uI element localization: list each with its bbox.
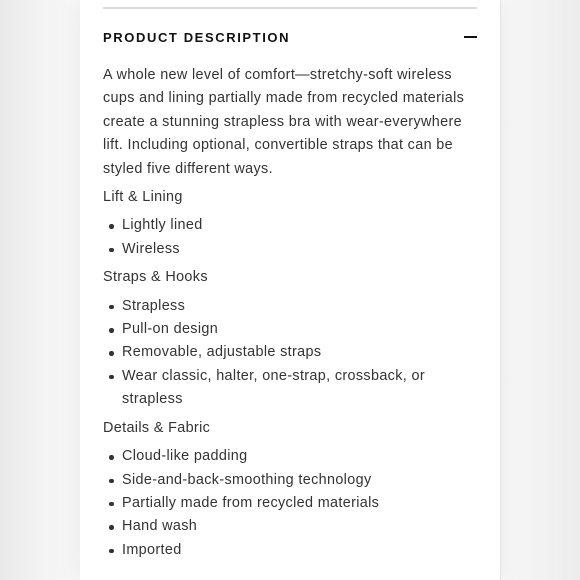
- accordion-title: PRODUCT DESCRIPTION: [103, 29, 291, 45]
- accordion-header[interactable]: [103, 26, 477, 48]
- list-item: Hand wash: [122, 515, 477, 538]
- section-heading-lift-lining: Lift & Lining: [103, 189, 183, 206]
- section-heading-straps-hooks: Straps & Hooks: [103, 269, 208, 286]
- list-item: Removable, adjustable straps: [122, 341, 477, 364]
- feature-list-details-fabric: [103, 445, 477, 562]
- divider: [103, 7, 477, 9]
- list-item: Cloud-like padding: [122, 445, 477, 468]
- list-item: Lightly lined: [122, 214, 477, 237]
- description-content: [103, 64, 477, 567]
- list-item: Partially made from recycled materials: [122, 492, 477, 515]
- product-description-panel: [80, 0, 501, 580]
- list-item: Wireless: [122, 238, 477, 261]
- section-heading-details-fabric: Details & Fabric: [103, 419, 211, 436]
- list-item: Wear classic, halter, one-strap, crossback, or strapless: [122, 365, 477, 412]
- list-item: Pull-on design: [122, 318, 477, 341]
- list-item: Side-and-back-smoothing technology: [122, 469, 477, 492]
- list-item: Imported: [122, 539, 477, 562]
- feature-list-straps-hooks: [103, 295, 477, 412]
- collapse-button[interactable]: [457, 27, 477, 47]
- list-item: Strapless: [122, 295, 477, 318]
- minus-icon: [464, 36, 477, 38]
- description-intro: A whole new level of comfort—stretchy-soft wireless cups and lining partially made from recycled materials create a stunning strapless bra with wear-everywhere lift. Including optional, convertible straps that can be styled five different ways.: [103, 67, 465, 177]
- feature-list-lift-lining: [103, 214, 477, 261]
